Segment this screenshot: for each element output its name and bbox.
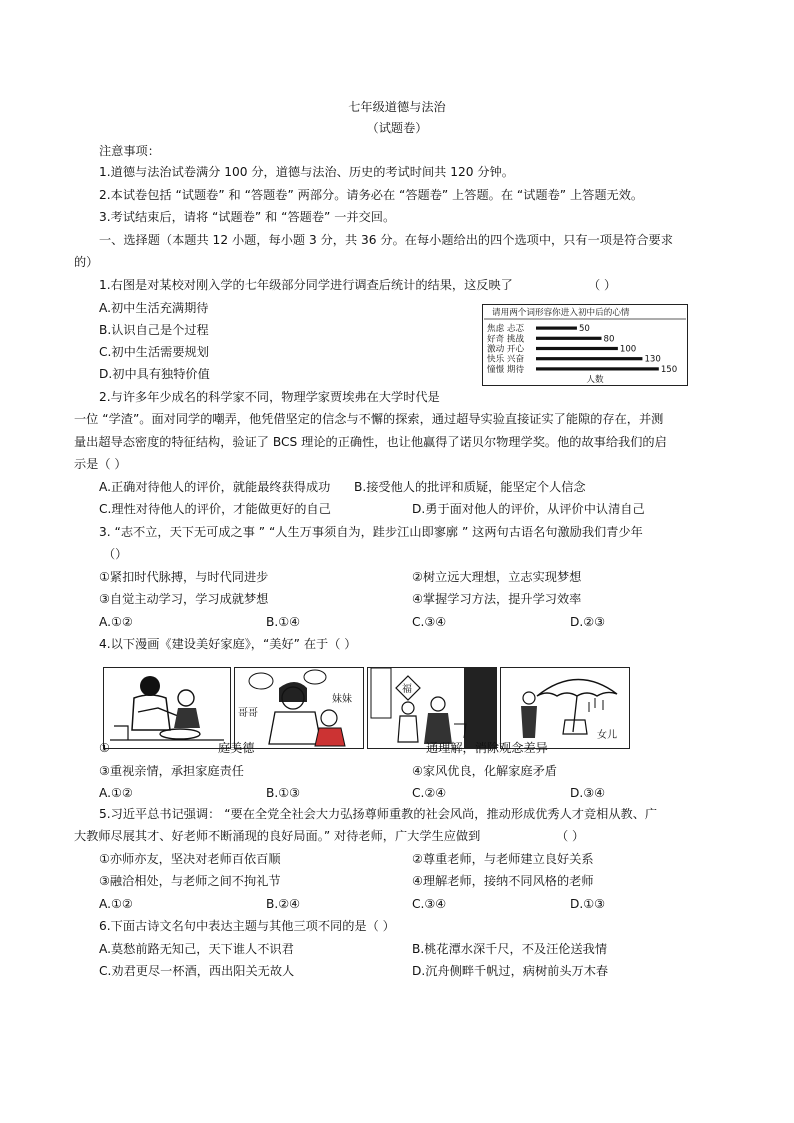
q2-option-b: B.接受他人的批评和质疑，能坚定个人信念 [354,480,586,494]
q3-statement-1: ①紧扣时代脉搏，与时代同进步 [99,570,269,584]
q1-option-c: C.初中生活需要规划 [99,345,209,359]
q3-option-a: A.①② [99,615,133,629]
q5-line2: 大教师尽展其才、好老师不断涌现的良好局面。” 对待老师，广大学生应做到 [74,829,481,843]
q3-option-d: D.②③ [570,615,606,629]
q2-line4: 示是（ ） [74,457,127,471]
cartoon-panel-2 [234,667,364,749]
chart-value-label: 50 [578,324,590,335]
chart-x-label: 人数 [586,375,604,385]
q5-statement-1: ①亦师亦友，坚决对老师百依百顺 [99,852,281,866]
chart-bar [536,367,659,370]
cartoon-label-sister: 妹妹 [332,694,352,705]
chart-bar [536,357,642,360]
cartoon-umbrella [501,668,629,748]
cartoon-new-year [368,668,496,748]
page-subtitle: （试题卷） [366,121,428,135]
q5-option-a: A.①② [99,897,133,911]
q1-option-a: A.初中生活充满期待 [99,301,209,315]
chart-category-label: 快乐 兴奋 [487,354,525,365]
q5-statement-2: ②尊重老师，与老师建立良好关系 [412,852,594,866]
q2-option-c: C.理性对待他人的评价，才能做更好的自己 [99,502,331,516]
cartoon-panel-1 [103,667,231,749]
page-title: 七年级道德与法治 [348,100,446,114]
note-item-1: 1.道德与法治试卷满分 100 分，道德与法治、历史的考试时间共 120 分钟。 [99,165,514,179]
q5-option-b: B.②④ [266,897,301,911]
q5-statement-3: ③融洽相处，与老师之间不拘礼节 [99,874,281,888]
chart-bar [536,337,602,340]
cartoon-label-daughter: 女儿 [597,730,617,741]
cartoon-panel-3 [367,667,497,749]
q4-statement-3: ③重视亲情，承担家庭责任 [99,764,244,778]
q5-option-c: C.③④ [412,897,447,911]
q3-line1: 3. “志不立，天下无可成之事 ” “人生万事须自为，跬步江山即寥廓 ” 这两句古语名句激励我们青少年 [99,525,643,539]
notes-heading: 注意事项： [99,144,160,158]
q4-option-a: A.①② [99,786,133,800]
survey-bar-chart [482,304,688,386]
q5-option-d: D.①③ [570,897,606,911]
q1-option-b: B.认识自己是个过程 [99,323,209,337]
q4-stem: 4.以下漫画《建设美好家庭》，“美好” 在于（ ） [99,637,357,651]
q3-statement-3: ③自觉主动学习，学习成就梦想 [99,592,269,606]
note-item-2: 2.本试卷包括 “试题卷” 和 “答题卷” 两部分。请务必在 “答题卷” 上答题。在 “试题卷” 上答题无效。 [99,188,644,202]
q2-line3: 量出超导态密度的特征结构，验证了 BCS 理论的正确性，也让他赢得了诺贝尔物理学奖。他的故事给我们的启 [74,435,667,449]
q3-option-b: B.①④ [266,615,301,629]
q1-option-d: D.初中具有独特价值 [99,367,210,381]
q3-option-c: C.③④ [412,615,447,629]
cartoon-siblings [235,668,363,748]
q4-option-d: D.③④ [570,786,606,800]
q5-blank: （ ） [556,829,585,843]
q6-stem: 6.下面古诗文名句中表达主题与其他三项不同的是（ ） [99,919,395,933]
cartoon-label-brother: 哥哥 [238,708,258,719]
q4-statement-1-tail: 庭美德 [218,741,255,755]
q2-line1: 2.与许多年少成名的科学家不同，物理学家贾埃弗在大学时代是 [99,390,440,404]
chart-category-label: 好奇 挑战 [487,334,525,345]
q2-option-d: D.勇于面对他人的评价，从评价中认清自己 [412,502,645,516]
chart-category-label: 激动 开心 [487,344,525,355]
section-heading-cont: 的） [74,255,99,269]
q2-line2: 一位 “学渣”。面对同学的嘲弄，他凭借坚定的信念与不懈的探索，通过超导实验直接证实了能隙的存在，并测 [74,412,664,426]
chart-bar [536,347,618,350]
chart-bar [536,327,577,330]
q6-option-d: D.沉舟侧畔千帆过，病树前头万木春 [412,964,609,978]
chart-value-label: 100 [619,344,637,355]
q3-line2: （） [103,547,128,561]
q3-statement-2: ②树立远大理想，立志实现梦想 [412,570,582,584]
q5-statement-4: ④理解老师，接纳不同风格的老师 [412,874,594,888]
chart-category-label: 焦虑 忐忑 [487,324,525,335]
chart-value-label: 130 [644,354,661,365]
q4-option-c: C.②④ [412,786,447,800]
chart-value-label: 150 [660,364,678,375]
cartoon-panel-4 [500,667,630,749]
q6-option-b: B.桃花潭水深千尺，不及汪伦送我情 [412,942,608,956]
q4-option-b: B.①③ [266,786,301,800]
cartoon-fu-sign: 福 [402,684,412,695]
section-heading: 一、选择题（本题共 12 小题，每小题 3 分，共 36 分。在每小题给出的四个选项中，只有一项是符合要求 [99,233,673,247]
q5-line1: 5.习近平总书记强调： “要在全党全社会大力弘扬尊师重教的社会风尚，推动形成优秀人才竞相从教、广 [99,807,658,821]
q3-statement-4: ④掌握学习方法，提升学习效率 [412,592,582,606]
q2-option-a: A.正确对待他人的评价，就能最终获得成功 [99,480,331,494]
cartoon-washing-feet [104,668,230,748]
note-item-3: 3.考试结束后，请将 “试题卷” 和 “答题卷” 一并交回。 [99,210,396,224]
q1-stem: 1.右图是对某校对刚入学的七年级部分同学进行调查后统计的结果，这反映了 [99,278,513,292]
q1-blank: （ ） [588,278,617,292]
chart-title: 请用两个词形容你进入初中后的心情 [492,308,630,318]
q4-statement-2-tail: 通理解，消除观念差异 [426,741,548,755]
q6-option-c: C.劝君更尽一杯酒，西出阳关无故人 [99,964,295,978]
chart-value-label: 80 [603,334,615,345]
q6-option-a: A.莫愁前路无知己，天下谁人不识君 [99,942,294,956]
survey-chart-svg [483,305,687,385]
chart-category-label: 憧憬 期待 [487,364,525,375]
q4-statement-4: ④家风优良，化解家庭矛盾 [412,764,557,778]
q4-statement-1: ① [99,741,110,755]
